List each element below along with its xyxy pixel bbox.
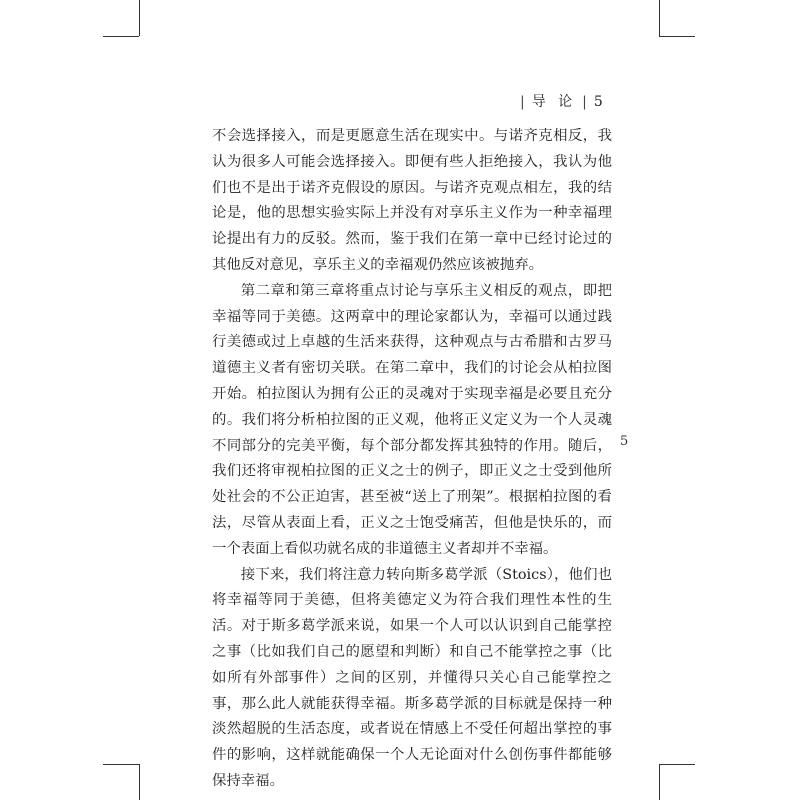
body-text	[212, 124, 612, 795]
crop-mark	[659, 764, 695, 765]
header-divider: |	[520, 94, 526, 110]
crop-mark	[659, 764, 660, 800]
chapter-title: 导 论	[531, 94, 577, 110]
paragraph: 不会选择接入，而是更愿意生活在现实中。与诺齐克相反，我认为很多人可能会选择接入。即便有些人拒绝接入，我认为他们也不是出于诺齐克假设的原因。与诺齐克观点相左，我的结论是，他的思想实验实际上并没有对享乐主义作为一种幸福理论提出有力的反驳。然而，鉴于我们在第一章中已经讨论过的其他反对意见，享乐主义的幸福观仍然应该被抛弃。	[212, 128, 612, 273]
crop-mark	[659, 36, 695, 37]
crop-mark	[139, 0, 140, 36]
margin-page-number: 5	[620, 434, 629, 449]
crop-mark	[103, 36, 139, 37]
crop-mark	[103, 764, 139, 765]
crop-mark	[659, 0, 660, 36]
running-header	[520, 91, 604, 111]
paragraph: 第二章和第三章将重点讨论与享乐主义相反的观点，即把幸福等同于美德。这两章中的理论家都认为，幸福可以通过践行美德或过上卓越的生活来获得，这种观点与古希腊和古罗马道德主义者有密切关联。在第二章中，我们的讨论会从柏拉图开始。柏拉图认为拥有公正的灵魂对于实现幸福是必要且充分的。我们将分析柏拉图的正义观，他将正义定义为一个人灵魂不同部分的完美平衡，每个部分都发挥其独特的作用。随后，我们还将审视柏拉图的正义之士的例子，即正义之士受到他所处社会的不公正迫害，甚至被“送上了刑架”。根据柏拉图的看法，尽管从表面上看，正义之士饱受痛苦，但他是快乐的，而一个表面上看似功就名成的非道德主义者却并不幸福。	[212, 282, 612, 557]
paragraph: 接下来，我们将注意力转向斯多葛学派（Stoics），他们也将幸福等同于美德，但将美德定义为符合我们理性本性的生活。对于斯多葛学派来说，如果一个人可以认识到自己能掌控之事（比如我们自己的愿望和判断）和自己不能掌控之事（比如所有外部事件）之间的区别，并懂得只关心自己能掌控之事，那么此人就能获得幸福。斯多葛学派的目标就是保持一种淡然超脱的生活态度，或者说在情感上不受任何超出掌控的事件的影响，这样就能确保一个人无论面对什么创伤事件都能够保持幸福。	[212, 566, 612, 789]
page-number: 5	[593, 94, 604, 110]
header-divider: |	[582, 94, 588, 110]
crop-mark	[139, 764, 140, 800]
